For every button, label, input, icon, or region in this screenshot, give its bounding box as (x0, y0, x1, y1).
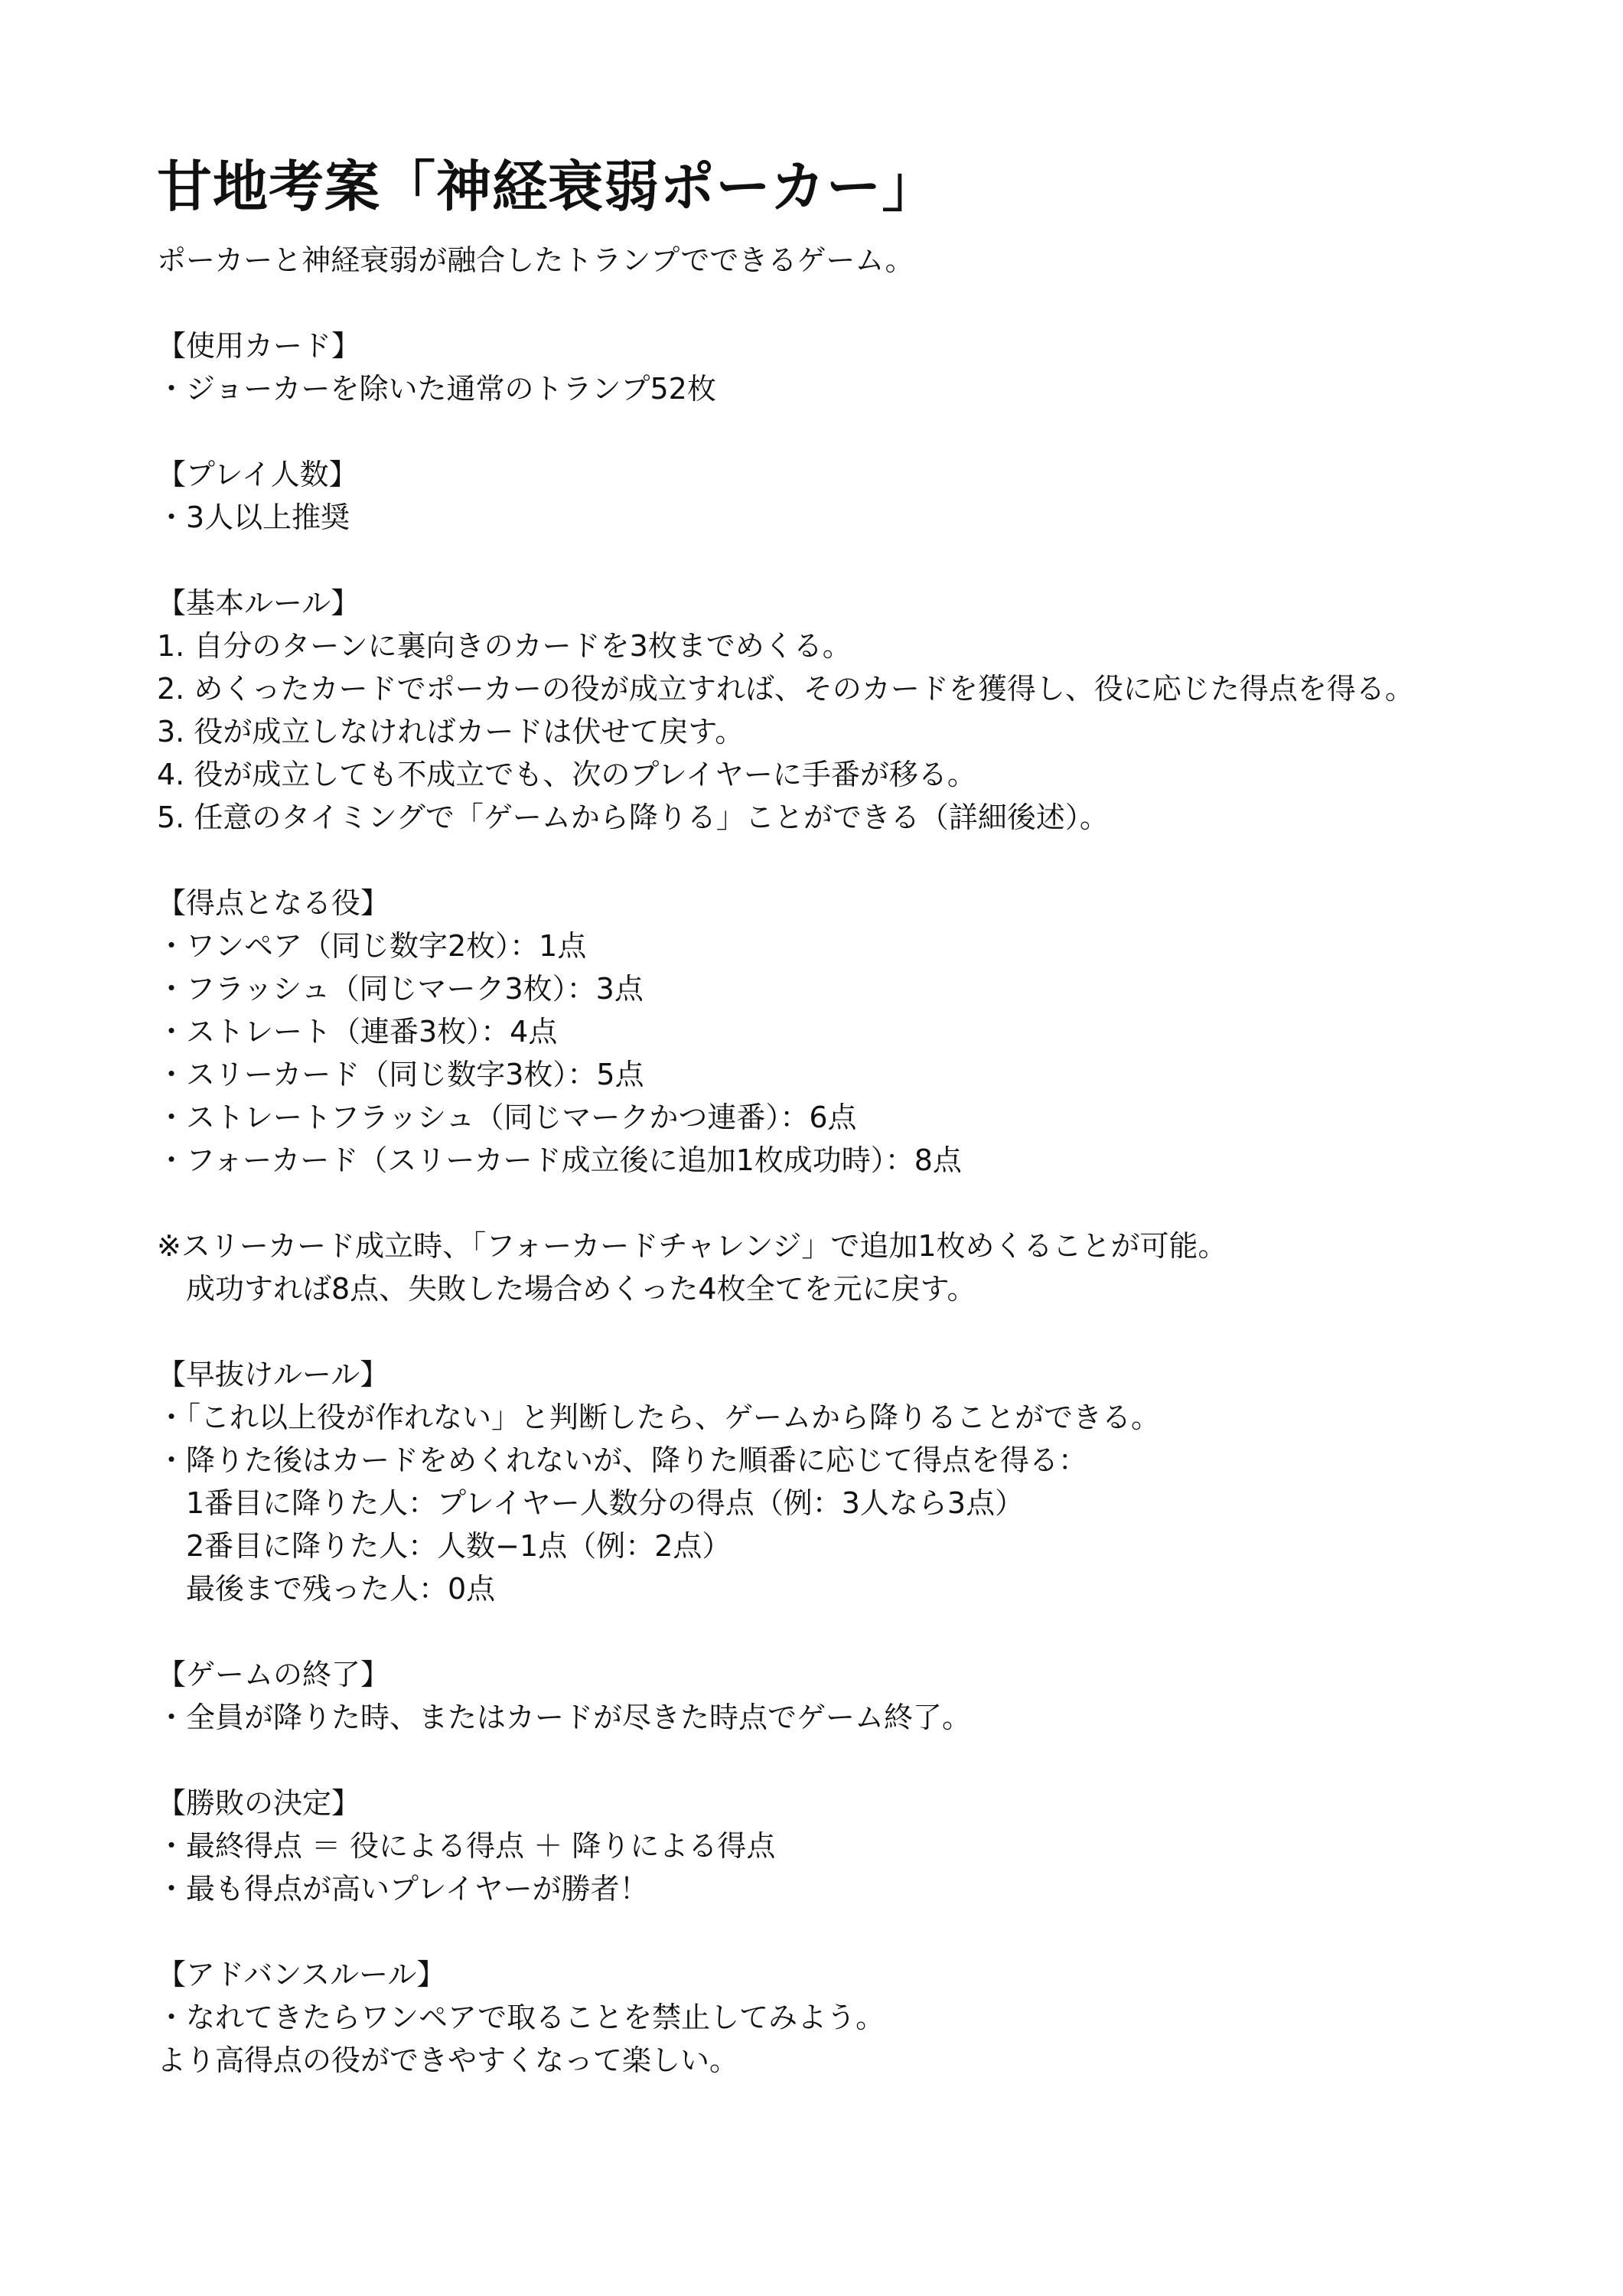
list-item: ・降りた後はカードをめくれないが、降りた順番に応じて得点を得る： (157, 1443, 1088, 1477)
spacer (157, 1310, 1504, 1353)
list-item: ・フラッシュ（同じマーク3枚）：3点 (157, 972, 644, 1006)
section-heading: 【ゲームの終了】 (157, 1658, 390, 1691)
list-item: ・ストレートフラッシュ（同じマークかつ連番）：6点 (157, 1101, 857, 1134)
list-item: ・3人以上推奨 (157, 501, 350, 534)
note-text: ※スリーカード成立時、「フォーカードチャレンジ」で追加1枚めくることが可能。 (157, 1229, 1227, 1263)
list-item: 1. 自分のターンに裏向きのカードを3枚までめくる。 (157, 629, 852, 663)
section-heading: 【プレイ人数】 (157, 458, 358, 491)
section-heading: 【勝敗の決定】 (157, 1786, 361, 1820)
document-title: 甘地考案「神経衰弱ポーカー」 (157, 155, 938, 219)
sub-list-item: 最後まで残った人：0点 (186, 1572, 496, 1606)
spacer (157, 282, 1504, 325)
list-item: ・ジョーカーを除いた通常のトランプ52枚 (157, 372, 716, 406)
list-item: 3. 役が成立しなければカードは伏せて戻す。 (157, 715, 745, 748)
spacer (157, 410, 1504, 453)
section-heading: 【アドバンスルール】 (157, 1958, 446, 1991)
document-page (157, 150, 1504, 2082)
list-item: より高得点の役ができやすくなって楽しい。 (157, 2043, 739, 2077)
list-item: ・なれてきたらワンペアで取ることを禁止してみよう。 (157, 2001, 885, 2034)
section-heading: 【使用カード】 (157, 329, 361, 363)
list-item: 4. 役が成立しても不成立でも、次のプレイヤーに手番が移る。 (157, 758, 976, 791)
spacer (157, 1739, 1504, 1782)
list-item: ・全員が降りた時、またはカードが尽きた時点でゲーム終了。 (157, 1701, 972, 1734)
spacer (157, 1910, 1504, 1953)
list-item: 2. めくったカードでポーカーの役が成立すれば、そのカードを獲得し、役に応じた得点を得る。 (157, 672, 1414, 706)
spacer (157, 1610, 1504, 1653)
list-item: ・ストレート（連番3枚）：4点 (157, 1015, 558, 1049)
section-players (157, 453, 1504, 539)
spacer (157, 839, 1504, 882)
list-item: ・フォーカード（スリーカード成立後に追加1枚成功時）：8点 (157, 1143, 962, 1177)
spacer (157, 1182, 1504, 1225)
section-heading: 【得点となる役】 (157, 886, 390, 920)
list-item: 5. 任意のタイミングで「ゲームから降りる」ことができる（詳細後述）。 (157, 801, 1109, 834)
section-winner (157, 1782, 1504, 1910)
list-item: ・最終得点 ＝ 役による得点 ＋ 降りによる得点 (157, 1829, 776, 1863)
note-text: 成功すれば8点、失敗した場合めくった4枚全てを元に戻す。 (186, 1272, 976, 1306)
list-item: ・スリーカード（同じ数字3枚）：5点 (157, 1058, 644, 1091)
section-scoring-hands (157, 882, 1504, 1310)
spacer (157, 539, 1504, 582)
section-advanced (157, 1953, 1504, 2082)
sub-list-item: 2番目に降りた人：人数−1点（例：2点） (186, 1529, 732, 1563)
list-item: ・最も得点が高いプレイヤーが勝者！ (157, 1872, 649, 1906)
section-basic-rules (157, 582, 1504, 839)
section-game-end (157, 1653, 1504, 1739)
intro-text: ポーカーと神経衰弱が融合したトランプでできるゲーム。 (157, 243, 914, 277)
list-item: ・「これ以上役が作れない」と判断したら、ゲームから降りることができる。 (157, 1401, 1161, 1434)
section-early-exit (157, 1353, 1504, 1610)
section-heading: 【早抜けルール】 (157, 1358, 389, 1391)
sub-list-item: 1番目に降りた人：プレイヤー人数分の得点（例：3人なら3点） (186, 1486, 1025, 1520)
section-cards (157, 325, 1504, 410)
section-heading: 【基本ルール】 (157, 586, 360, 620)
list-item: ・ワンペア（同じ数字2枚）：1点 (157, 929, 587, 963)
